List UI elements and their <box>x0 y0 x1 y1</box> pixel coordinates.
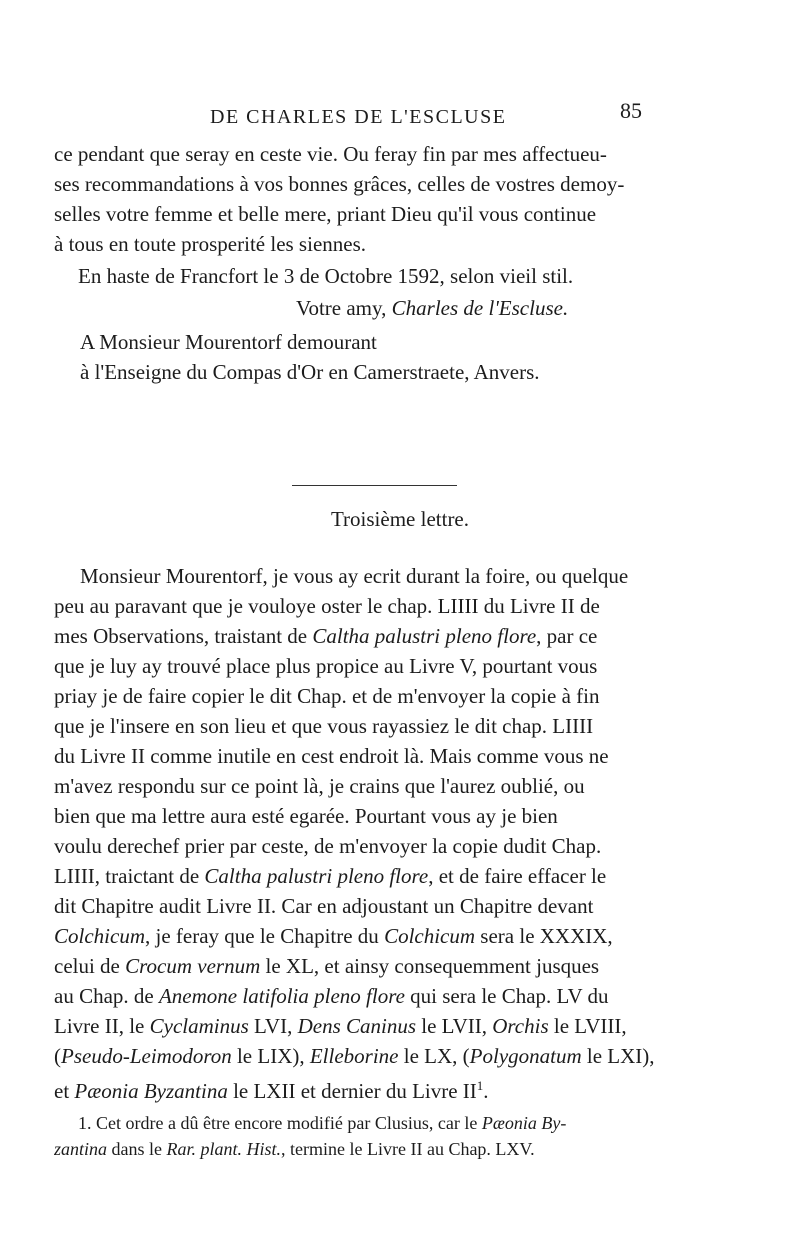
body-line: que je luy ay trouvé place plus propice au Livre V, pourtant vous <box>54 654 598 678</box>
body-line: (Pseudo-Leimodoron le LIX), Elleborine le LX, (Polygonatum le LXI), <box>54 1044 655 1068</box>
footnote-marker: 1 <box>476 1078 484 1093</box>
body-line: bien que ma lettre aura esté egarée. Pourtant vous ay je bien <box>54 804 558 828</box>
body-line: priay je de faire copier le dit Chap. et de m'envoyer la copie à fin <box>54 684 600 708</box>
body-line: Monsieur Mourentorf, je vous ay ecrit durant la foire, ou quelque <box>80 564 629 588</box>
signature-prefix: Votre amy, <box>296 296 392 320</box>
body-line: Livre II, le Cyclaminus LVI, Dens Caninus le LVII, Orchis le LVIII, <box>54 1014 627 1038</box>
signature <box>296 294 800 322</box>
closing-line: à tous en toute prosperité les siennes. <box>54 232 367 256</box>
body-line: au Chap. de Anemone latifolia pleno flore qui sera le Chap. LV du <box>54 984 609 1008</box>
body-line: voulu derechef prier par ceste, de m'envoyer la copie dudit Chap. <box>54 834 602 858</box>
page-number: 85 <box>620 98 642 123</box>
section-divider <box>292 485 457 486</box>
body-line: dit Chapitre audit Livre II. Car en adjoustant un Chapitre devant <box>54 894 594 918</box>
running-head: DE CHARLES DE L'ESCLUSE <box>210 106 507 128</box>
body-line: du Livre II comme inutile en cest endroit là. Mais comme vous ne <box>54 744 609 768</box>
closing-line: selles votre femme et belle mere, priant Dieu qu'il vous continue <box>54 202 597 226</box>
section-title: Troisième lettre. <box>330 507 470 531</box>
body-line: celui de Crocum vernum le XL, et ainsy consequemment jusques <box>54 954 600 978</box>
closing-line: ses recommandations à vos bonnes grâces, celles de vostres demoy- <box>54 172 625 196</box>
page-header <box>0 98 800 128</box>
body-line: Colchicum, je feray que le Chapitre du Colchicum sera le XXXIX, <box>54 924 613 948</box>
footnote-line: zantina dans le Rar. plant. Hist., termine le Livre II au Chap. LXV. <box>54 1139 535 1159</box>
body-line: peu au paravant que je vouloye oster le chap. LIIII du Livre II de <box>54 594 600 618</box>
body-line: que je l'insere en son lieu et que vous rayassiez le dit chap. LIIII <box>54 714 594 738</box>
footnote-line: 1. Cet ordre a dû être encore modifié par Clusius, car le Pæonia By- <box>78 1113 567 1133</box>
closing-line: ce pendant que seray en ceste vie. Ou feray fin par mes affectueu- <box>54 142 607 166</box>
body-line: et Pæonia Byzantina le LXII et dernier du Livre $II^1$. <box>54 1078 489 1103</box>
address-line: A Monsieur Mourentorf demourant <box>80 330 377 354</box>
date-line: En haste de Francfort le 3 de Octobre 1592, selon vieil stil. <box>78 264 574 288</box>
body-line: m'avez respondu sur ce point là, je crains que l'aurez oublié, ou <box>54 774 585 798</box>
body-line: LIIII, traictant de Caltha palustri pleno flore, et de faire effacer le <box>54 864 607 888</box>
body-line: mes Observations, traistant de Caltha palustri pleno flore, par ce <box>54 624 598 648</box>
signature-name: Charles de l'Escluse. <box>391 296 569 320</box>
address-line: à l'Enseigne du Compas d'Or en Camerstraete, Anvers. <box>80 360 540 384</box>
